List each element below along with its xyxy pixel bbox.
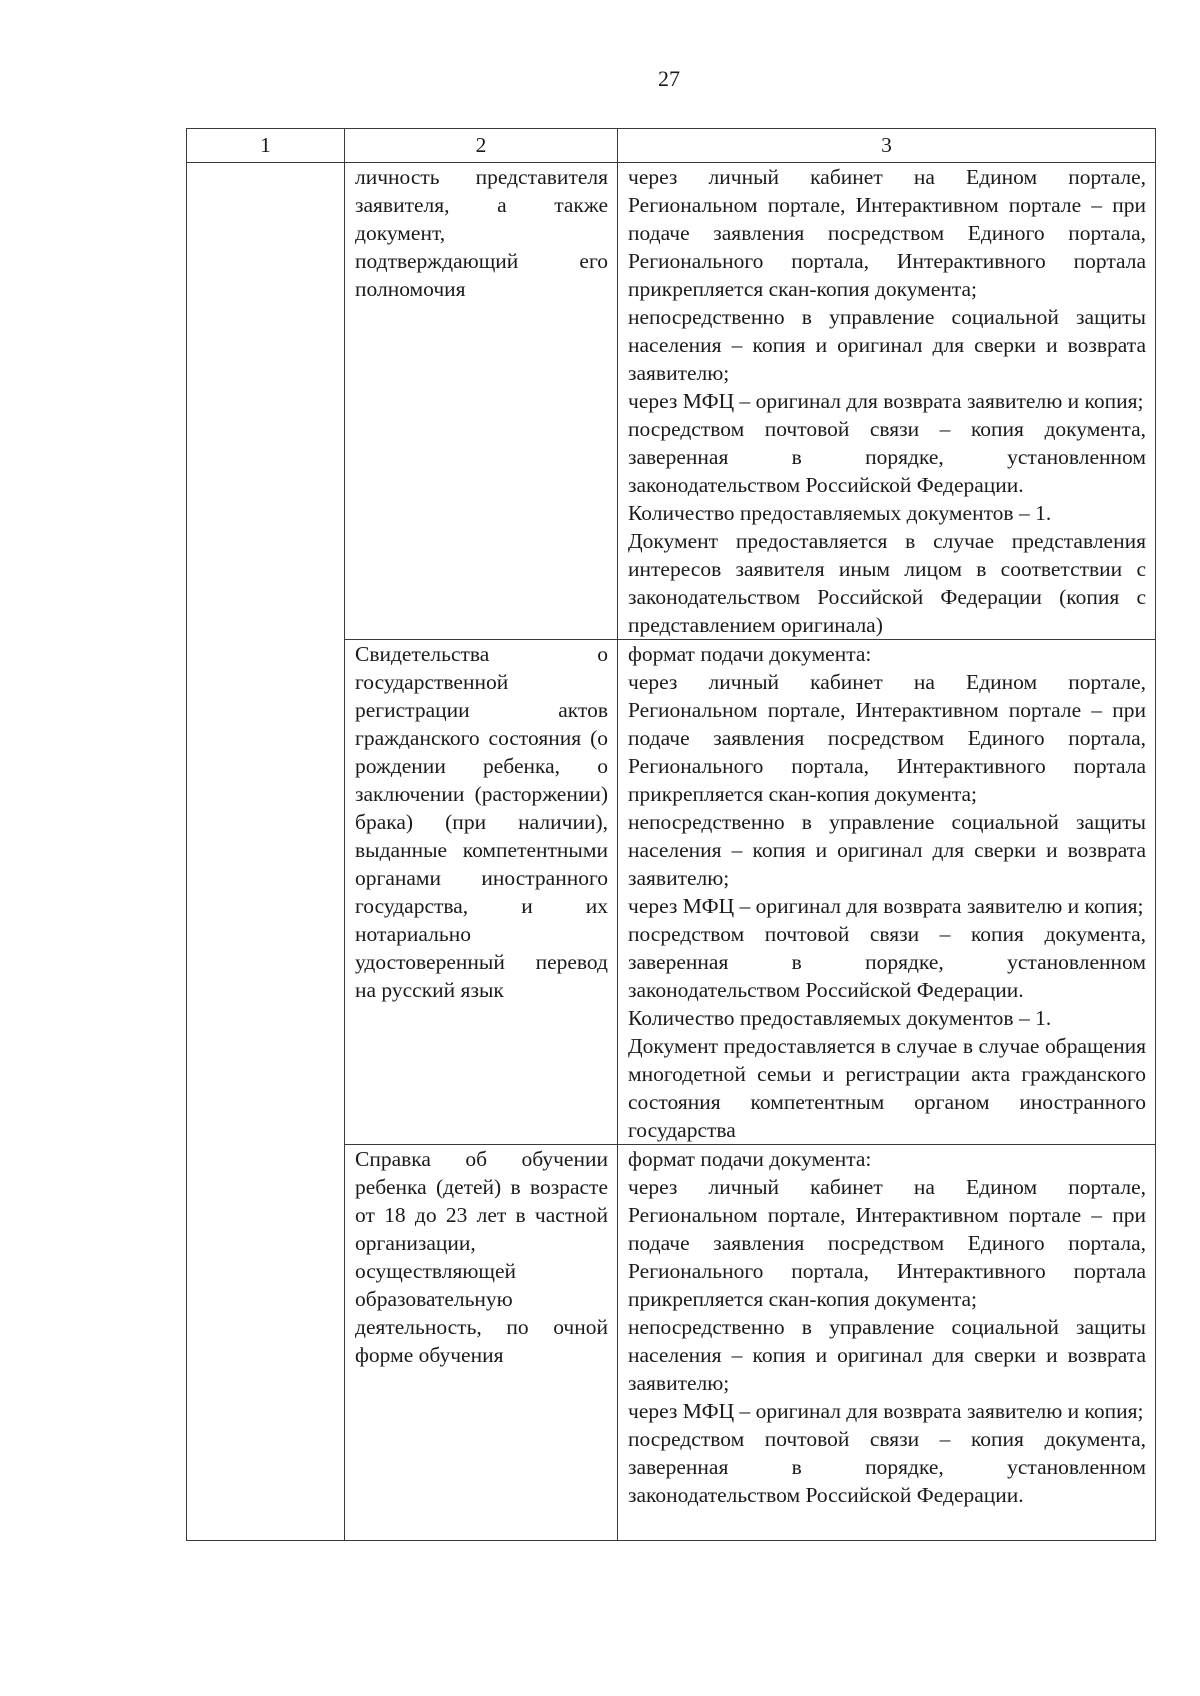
paragraph: через личный кабинет на Едином портале, Региональном портале, Интерактивном портале – при подаче заявления посредством Единого портала, Регионального портала, Интерактивного портала прикрепляется скан-копия документа; — [628, 670, 1146, 806]
paragraph: посредством почтовой связи – копия документа, заверенная в порядке, установленном законодательством Российской Федерации. — [628, 922, 1146, 1002]
paragraph: непосредственно в управление социальной защиты населения – копия и оригинал для сверки и возврата заявителю; — [628, 305, 1146, 385]
document-name-cell: Справка об обучении ребенка (детей) в возрасте от 18 до 23 лет в частной организации, осуществляющей образовательную деятельность, по очной форме обучения — [345, 1145, 618, 1541]
paragraph: непосредственно в управление социальной защиты населения – копия и оригинал для сверки и возврата заявителю; — [628, 1315, 1146, 1395]
submission-format-cell — [618, 1145, 1156, 1541]
paragraph: Количество предоставляемых документов – 1. — [628, 1006, 1052, 1030]
paragraph: посредством почтовой связи – копия документа, заверенная в порядке, установленном законодательством Российской Федерации. — [628, 1427, 1146, 1507]
paragraph: Количество предоставляемых документов – 1. — [628, 501, 1052, 525]
paragraph: через МФЦ – оригинал для возврата заявителю и копия; — [628, 1399, 1144, 1423]
page-number: 27 — [658, 66, 680, 91]
document-name-cell: личность представителя заявителя, а также документ, подтверждающий его полномочия — [345, 163, 618, 640]
header-col-2: 2 — [345, 129, 618, 163]
header-col-3: 3 — [618, 129, 1156, 163]
paragraph: через МФЦ – оригинал для возврата заявителю и копия; — [628, 389, 1144, 413]
table-header-row — [187, 129, 1156, 163]
table-row — [187, 163, 1156, 640]
document-name-cell: Свидетельства о государственной регистрации актов гражданского состояния (о рождении ребенка, о заключении (расторжении) брака) (при наличии), выданные компетентными органами иностранного государства, и их нотариально удостоверенный перевод на русский язык — [345, 640, 618, 1145]
submission-format-cell — [618, 640, 1156, 1145]
paragraph: непосредственно в управление социальной защиты населения – копия и оригинал для сверки и возврата заявителю; — [628, 810, 1146, 890]
document-table — [186, 128, 1156, 1541]
row-col-1 — [187, 163, 345, 1541]
paragraph: Документ предоставляется в случае в случае обращения многодетной семьи и регистрации акта гражданского состояния компетентным органом иностранного государства — [628, 1034, 1146, 1142]
paragraph: формат подачи документа: — [628, 1147, 872, 1171]
paragraph: формат подачи документа: — [628, 642, 872, 666]
paragraph: Документ предоставляется в случае представления интересов заявителя иным лицом в соответствии с законодательством Российской Федерации (копия с представлением оригинала) — [628, 529, 1146, 637]
header-col-1: 1 — [187, 129, 345, 163]
paragraph: через личный кабинет на Едином портале, Региональном портале, Интерактивном портале – при подаче заявления посредством Единого портала, Регионального портала, Интерактивного портала прикрепляется скан-копия документа; — [628, 165, 1146, 301]
paragraph: через МФЦ – оригинал для возврата заявителю и копия; — [628, 894, 1144, 918]
paragraph: посредством почтовой связи – копия документа, заверенная в порядке, установленном законодательством Российской Федерации. — [628, 417, 1146, 497]
paragraph: через личный кабинет на Едином портале, Региональном портале, Интерактивном портале – при подаче заявления посредством Единого портала, Регионального портала, Интерактивного портала прикрепляется скан-копия документа; — [628, 1175, 1146, 1311]
submission-format-cell — [618, 163, 1156, 640]
